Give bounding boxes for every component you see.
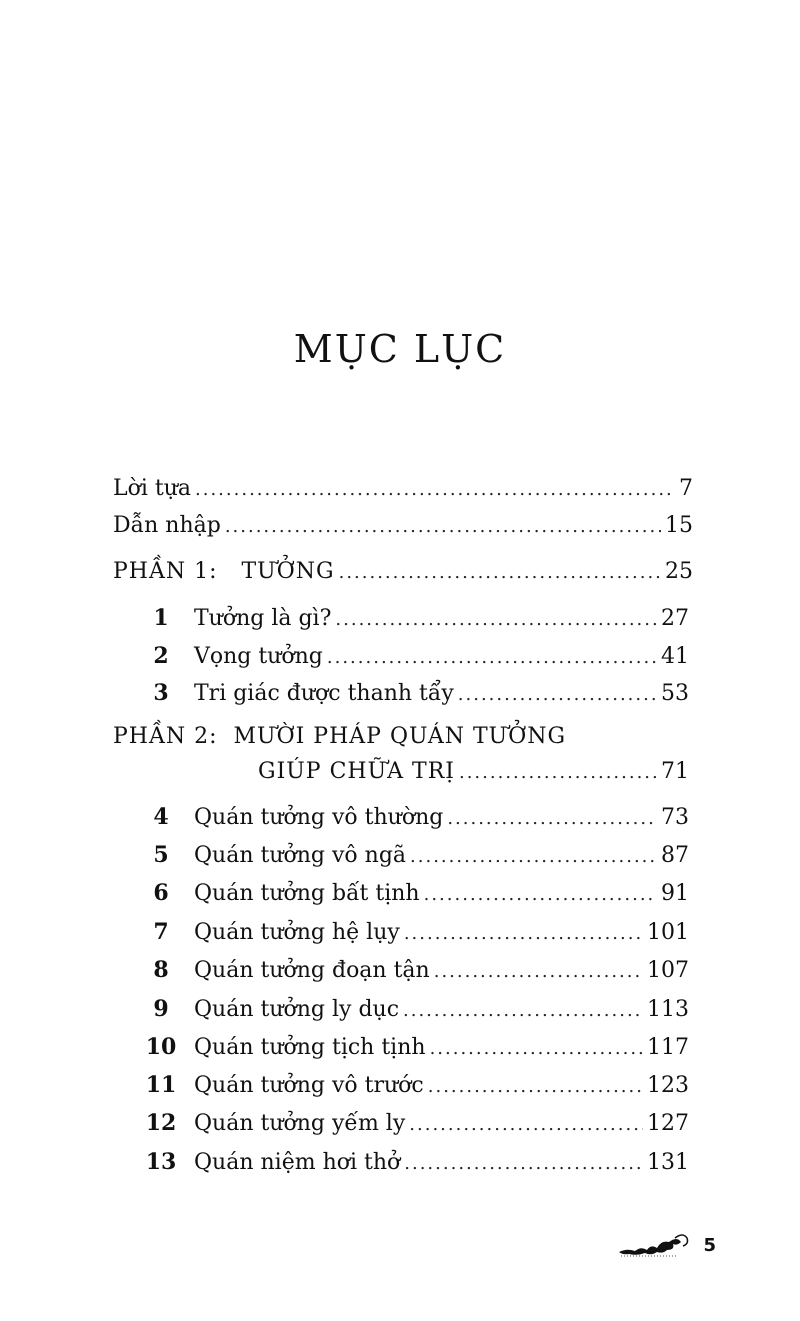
toc-entry-page: 53 <box>661 681 689 706</box>
chapter-number: 9 <box>153 996 169 1022</box>
chapter-number: 2 <box>153 643 169 669</box>
toc-entry-loi-tua[interactable] <box>113 474 693 504</box>
toc-chapter-10[interactable] <box>145 1032 689 1062</box>
toc-entry-page: 101 <box>647 920 689 945</box>
ornament-icon <box>617 1232 697 1258</box>
toc-entry-label: Quán tưởng đoạn tận <box>194 958 430 983</box>
toc-chapter-9[interactable] <box>153 994 689 1024</box>
dot-leader <box>459 758 657 788</box>
toc-entry-label: Vọng tưởng <box>194 644 323 669</box>
dot-leader <box>458 680 657 710</box>
dot-leader <box>335 605 657 635</box>
toc-chapter-12[interactable] <box>145 1108 689 1138</box>
toc-entry-page: 91 <box>661 881 689 906</box>
toc-entry-label: Dẫn nhập <box>113 513 221 538</box>
toc-entry-label: Quán tưởng yếm ly <box>194 1111 406 1136</box>
dot-leader <box>424 880 657 910</box>
toc-entry-page: 41 <box>661 644 689 669</box>
toc-entry-label: Quán tưởng ly dục <box>194 997 400 1022</box>
toc-part-label: GIÚP CHỮA TRỊ <box>258 759 455 784</box>
toc-entry-label: Quán niệm hơi thở <box>194 1150 401 1175</box>
dot-leader <box>225 512 661 542</box>
toc-chapter-1[interactable] <box>153 603 689 633</box>
toc-entry-page: 131 <box>647 1150 689 1175</box>
toc-chapter-2[interactable] <box>153 641 689 671</box>
toc-entry-page: 127 <box>647 1111 689 1136</box>
toc-entry-dan-nhap[interactable] <box>113 511 693 541</box>
page-title: MỤC LỤC <box>293 327 507 371</box>
toc-entry-page: 15 <box>665 513 693 538</box>
toc-chapter-8[interactable] <box>153 955 689 985</box>
toc-entry-label: Tưởng là gì? <box>194 606 332 631</box>
chapter-number: 13 <box>145 1149 177 1175</box>
chapter-number: 1 <box>153 605 169 631</box>
toc-entry-page: 7 <box>679 476 693 501</box>
chapter-number: 11 <box>145 1072 177 1098</box>
toc-entry-page: 87 <box>661 843 689 868</box>
toc-entry-label: Quán tưởng vô ngã <box>194 843 407 868</box>
dot-leader <box>195 475 675 505</box>
chapter-number: 8 <box>153 957 169 983</box>
toc-chapter-11[interactable] <box>145 1070 689 1100</box>
page-number: 5 <box>703 1234 716 1256</box>
toc-entry-page: 113 <box>647 997 689 1022</box>
chapter-number: 4 <box>153 804 169 830</box>
toc-entry-page: 123 <box>647 1073 689 1098</box>
toc-entry-label: Quán tưởng vô thường <box>194 805 444 830</box>
toc-entry-label: Quán tưởng bất tịnh <box>194 881 420 906</box>
dot-leader <box>404 1149 643 1179</box>
dot-leader <box>327 643 657 673</box>
chapter-number: 7 <box>153 919 169 945</box>
toc-part-2[interactable] <box>258 757 689 787</box>
dot-leader <box>428 1072 643 1102</box>
page-footer <box>617 1232 716 1258</box>
toc-entry-page: 25 <box>665 559 693 584</box>
toc-entry-page: 71 <box>661 759 689 784</box>
dot-leader <box>404 919 643 949</box>
toc-entry-page: 27 <box>661 606 689 631</box>
toc-chapter-4[interactable] <box>153 802 689 832</box>
chapter-number: 3 <box>153 680 169 706</box>
toc-entry-label: Quán tưởng vô trước <box>194 1073 424 1098</box>
chapter-number: 6 <box>153 880 169 906</box>
toc-part-label: PHẦN 1: TƯỞNG <box>113 559 335 584</box>
dot-leader <box>430 1034 643 1064</box>
toc-entry-label: Quán tưởng hệ lụy <box>194 920 400 945</box>
dot-leader <box>447 804 657 834</box>
toc-chapter-7[interactable] <box>153 917 689 947</box>
toc-entry-page: 107 <box>647 958 689 983</box>
dot-leader <box>403 996 643 1026</box>
toc-entry-label: Lời tựa <box>113 476 192 501</box>
toc-entry-page: 117 <box>647 1035 689 1060</box>
toc-part-1[interactable] <box>113 557 693 587</box>
toc-entry-label: Tri giác được thanh tẩy <box>194 681 454 706</box>
toc-entry-label: Quán tưởng tịch tịnh <box>194 1035 426 1060</box>
toc-entry-page: 73 <box>661 805 689 830</box>
dot-leader <box>409 1110 643 1140</box>
dot-leader <box>339 558 661 588</box>
toc-chapter-3[interactable] <box>153 678 689 708</box>
dot-leader <box>410 842 657 872</box>
toc-part-2-heading: PHẦN 2: MƯỜI PHÁP QUÁN TƯỞNG <box>113 724 567 749</box>
toc-chapter-13[interactable] <box>145 1147 689 1177</box>
chapter-number: 5 <box>153 842 169 868</box>
chapter-number: 10 <box>145 1034 177 1060</box>
toc-chapter-5[interactable] <box>153 840 689 870</box>
toc-chapter-6[interactable] <box>153 878 689 908</box>
chapter-number: 12 <box>145 1110 177 1136</box>
dot-leader <box>434 957 643 987</box>
